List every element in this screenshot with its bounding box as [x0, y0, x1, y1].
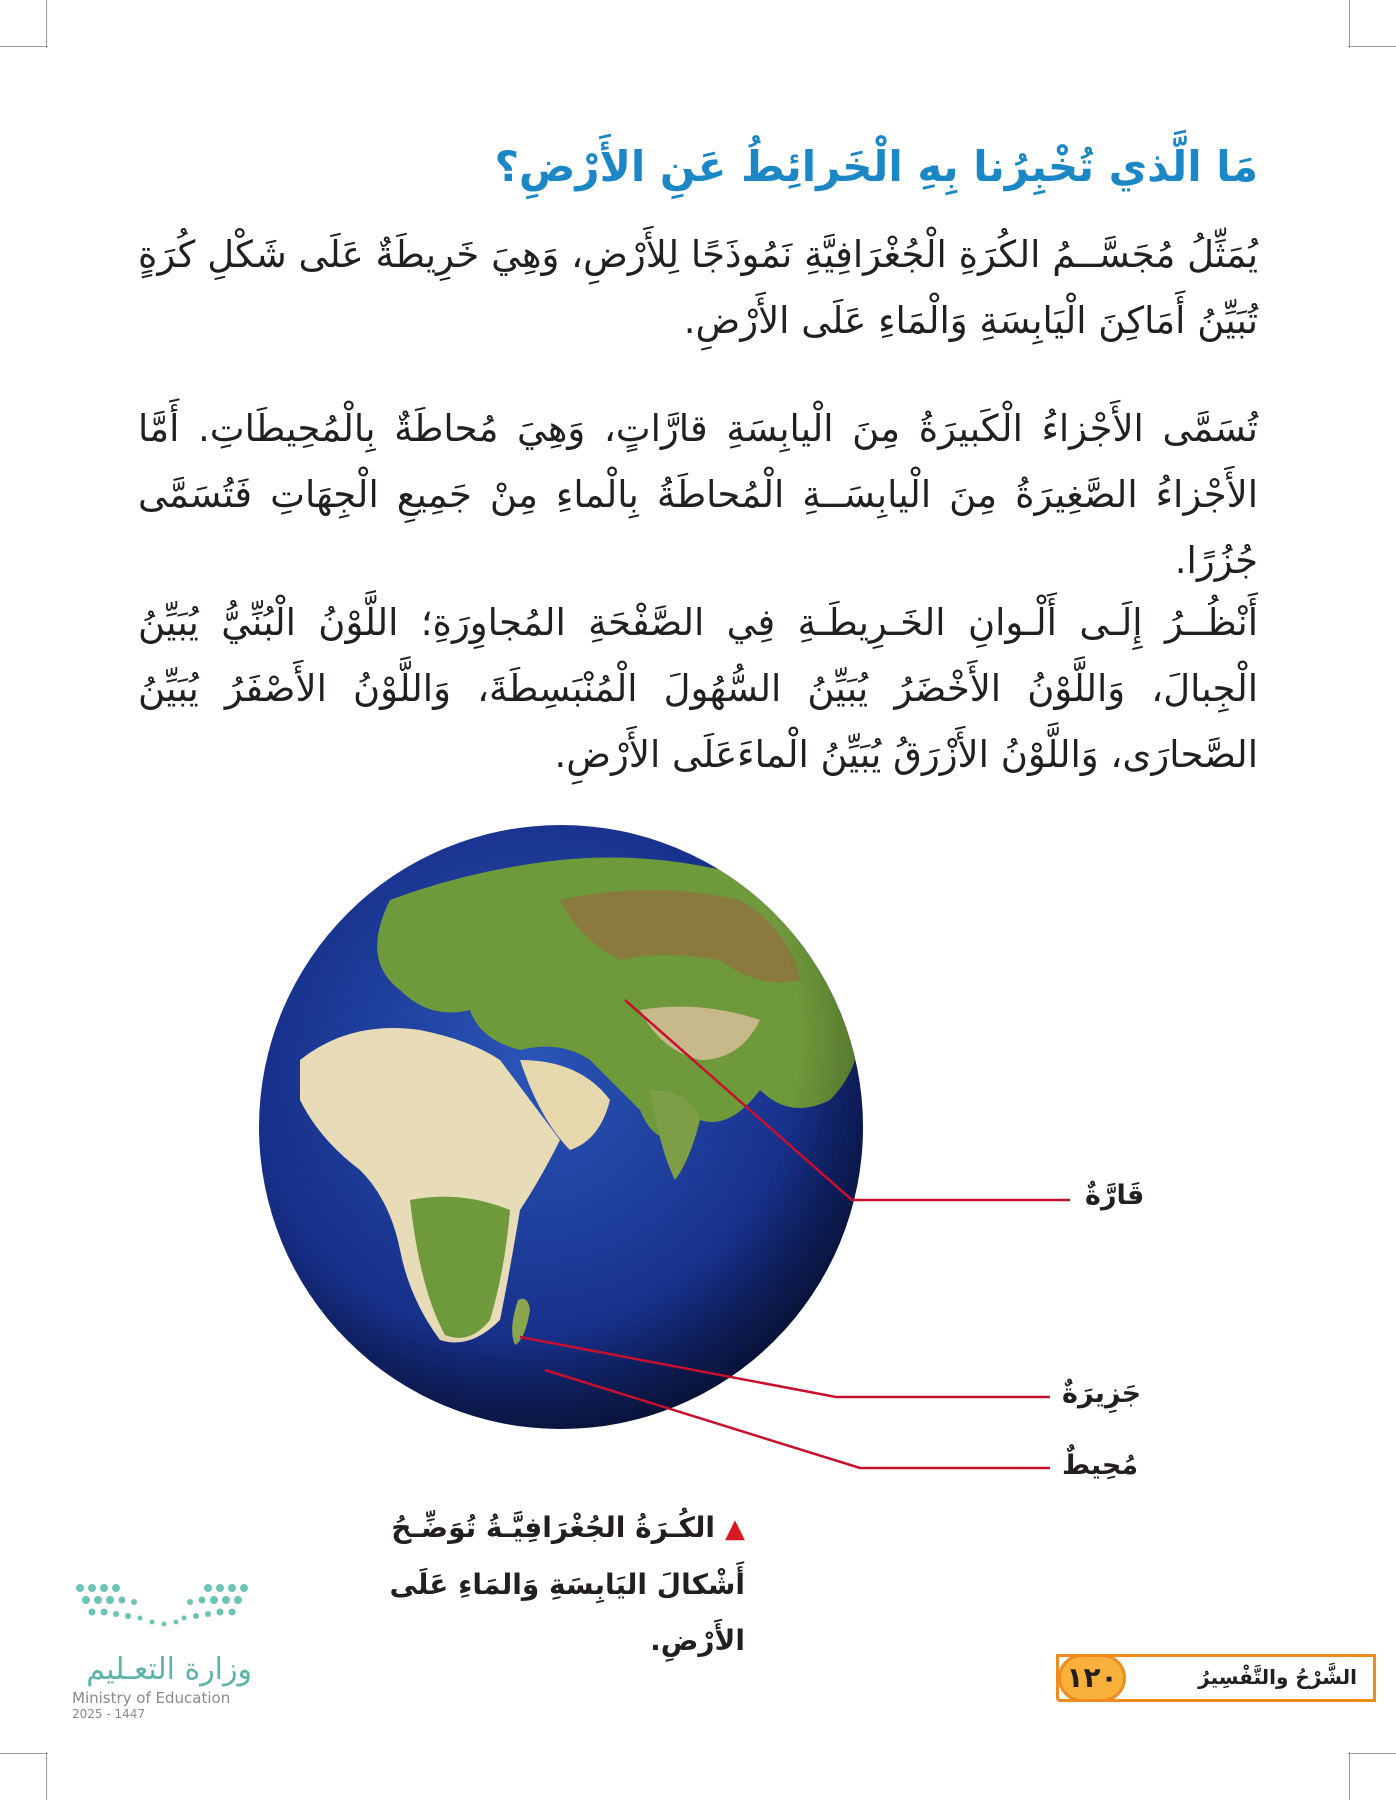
paragraph-globe-model: يُمَثِّلُ مُجَسَّــمُ الكُرَةِ الْجُغْرَافِيَّةِ نَمُوذَجًا لِلأَرْضِ، وَهِيَ خَرِيطَةٌ عَلَى شَكْلِ كُرَةٍ تُبَيِّنُ أَمَاكِنَ الْيَابِسَةِ وَالْمَاءِ عَلَى الأَرْضِ.	[138, 233, 1258, 342]
globe-image	[259, 825, 863, 1429]
crop-mark	[0, 1753, 48, 1754]
ministry-logo-dots-icon	[72, 1580, 252, 1640]
ministry-logo	[72, 1580, 262, 1721]
globe-figure	[0, 820, 1396, 1520]
logo-arabic-text: وزارة التعـليم	[86, 1652, 252, 1687]
crop-mark	[0, 46, 48, 47]
page-heading: مَا الَّذي تُخْبِرُنا بِهِ الْخَرائِطُ عَنِ الأَرْضِ؟	[494, 142, 1258, 191]
crop-mark	[1349, 0, 1350, 48]
crop-mark	[1349, 1752, 1350, 1800]
crop-mark	[46, 1752, 47, 1800]
label-ocean: مُحِيطٌ	[1062, 1450, 1139, 1481]
crop-mark	[1348, 1753, 1396, 1754]
paragraph-map-colors: أَنْظُــرُ إِلَـى أَلْـوانِ الخَـرِيطَـةِ فِي الصَّفْحَةِ المُجاوِرَةِ؛ اللَّوْنُ الْبُنِّيُّ يُبَيِّنُ الْجِبالَ، وَاللَّوْنُ الأَخْضَرُ يُبَيِّنُ السُّهُولَ الْمُنْبَسِطَةَ، وَاللَّوْنُ الأَصْفَرُ يُبَيِّنُ الصَّحارَى، وَاللَّوْنُ الأَزْرَقُ يُبَيِّنُ الْماءَعَلَى الأَرْضِ.	[138, 601, 1258, 776]
caption-text: الكُـرَةُ الجُغْرَافِيَّـةُ تُوَضِّـحُ أَشْكالَ اليَابِسَةِ وَالمَاءِ عَلَى الأَرْضِ.	[389, 1511, 745, 1657]
paragraph-continents-islands: تُسَمَّى الأَجْزاءُ الْكَبيرَةُ مِنَ الْيابِسَةِ قارَّاتٍ، وَهِيَ مُحاطَةٌ بِالْمُحِيطَاتِ. أَمَّا الأَجْزاءُ الصَّغِيرَةُ مِنَ الْيابِسَــةِ الْمُحاطَةُ بِالْماءِ مِنْ جَمِيعِ الْجِهَاتِ فَتُسَمَّى جُزُرًا.	[138, 407, 1258, 582]
logo-english-text: Ministry of Education	[72, 1689, 231, 1707]
label-continent: قَارَّةٌ	[1085, 1180, 1145, 1211]
footer-section-title: الشَّرْحُ والتَّفْسِيرُ	[1198, 1665, 1357, 1689]
figure-caption	[330, 1500, 745, 1669]
page-number-badge: ١٢٠	[1058, 1654, 1126, 1702]
crop-mark	[46, 0, 47, 48]
caption-triangle-icon: ▲	[725, 1514, 745, 1544]
label-island: جَزِيرَةٌ	[1062, 1378, 1142, 1409]
logo-year-text: 2025 - 1447	[72, 1707, 146, 1721]
crop-mark	[1348, 46, 1396, 47]
